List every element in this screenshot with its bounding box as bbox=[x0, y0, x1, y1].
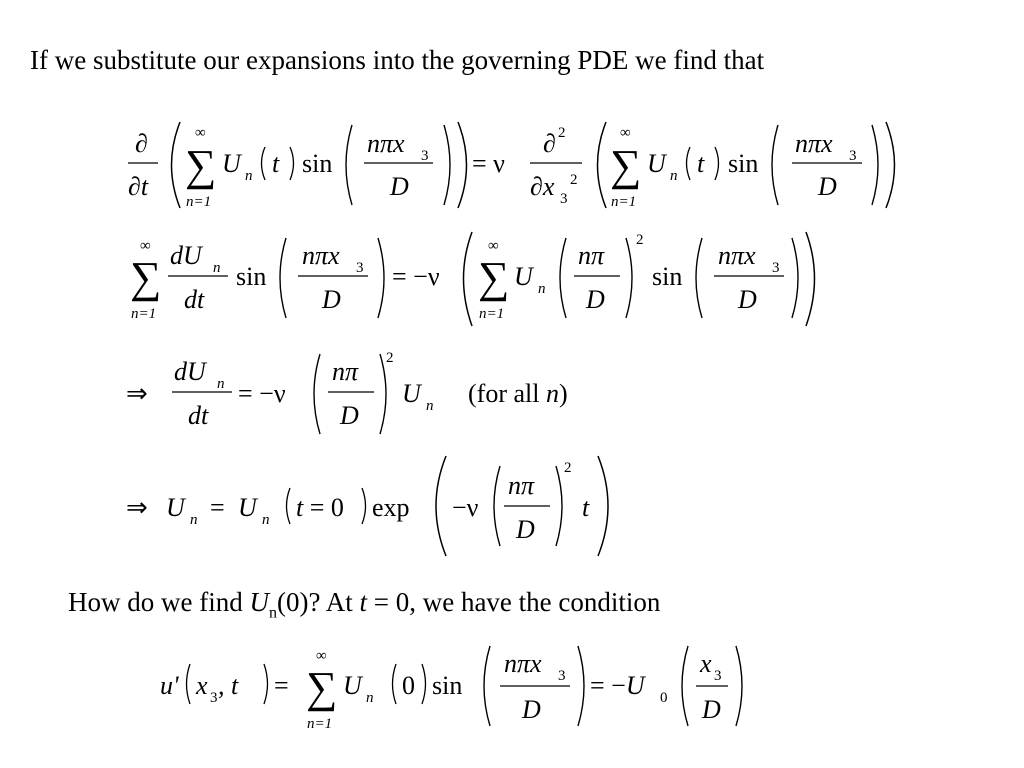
svg-text:n=1: n=1 bbox=[131, 306, 157, 322]
eq2-dU: dU bbox=[170, 241, 202, 270]
svg-text:=: = bbox=[210, 493, 225, 522]
svg-text:∑: ∑ bbox=[610, 141, 642, 190]
svg-text:t: t bbox=[697, 149, 705, 178]
eq1-frac-num: nπx bbox=[367, 129, 405, 158]
eq1-frac-den: D bbox=[390, 172, 409, 201]
eq1-U: U bbox=[222, 149, 241, 178]
svg-text:n=1: n=1 bbox=[307, 716, 333, 732]
svg-text:U: U bbox=[343, 671, 362, 700]
svg-text:sin: sin bbox=[728, 149, 759, 178]
svg-text:n: n bbox=[366, 690, 374, 706]
svg-text:D: D bbox=[516, 515, 535, 544]
eq1-paren-close bbox=[458, 122, 467, 208]
svg-text:∑: ∑ bbox=[478, 253, 510, 302]
svg-text:∞: ∞ bbox=[316, 648, 327, 664]
svg-text:nπx: nπx bbox=[795, 129, 833, 158]
svg-text:dt: dt bbox=[188, 401, 209, 430]
equation-2 bbox=[130, 232, 815, 326]
eq1-sin: sin bbox=[302, 149, 333, 178]
svg-text:nπ: nπ bbox=[508, 471, 535, 500]
svg-text:=: = bbox=[274, 671, 289, 700]
svg-text:∑: ∑ bbox=[130, 253, 162, 302]
svg-text:D: D bbox=[522, 695, 541, 724]
eq3-implies: ⇒ bbox=[126, 379, 148, 408]
svg-text:D: D bbox=[340, 401, 359, 430]
svg-text:x: x bbox=[196, 671, 208, 700]
svg-text:3: 3 bbox=[714, 668, 722, 684]
equation-3 bbox=[126, 350, 568, 434]
eq1-sum-bottom: n=1 bbox=[186, 194, 212, 210]
svg-text:sin: sin bbox=[432, 671, 463, 700]
eq4-exp: exp bbox=[372, 493, 410, 522]
svg-text:= −ν: = −ν bbox=[238, 379, 286, 408]
svg-text:n=1: n=1 bbox=[611, 194, 637, 210]
eq1-equals-nu: = ν bbox=[472, 149, 505, 178]
svg-text:D: D bbox=[738, 285, 757, 314]
svg-text:D: D bbox=[586, 285, 605, 314]
eq1-sum-sign: ∑ bbox=[185, 141, 217, 190]
eq1-partial2-sup: 2 bbox=[558, 125, 566, 141]
svg-text:3: 3 bbox=[558, 668, 566, 684]
svg-text:n: n bbox=[190, 512, 198, 528]
svg-text:U: U bbox=[647, 149, 666, 178]
eq1-sum-top: ∞ bbox=[195, 125, 206, 141]
svg-text:3: 3 bbox=[210, 690, 218, 706]
svg-text:U: U bbox=[166, 493, 185, 522]
condition-equation bbox=[160, 646, 742, 732]
svg-text:D: D bbox=[818, 172, 837, 201]
question-text: How do we find $U_n(0)$? At t = 0, we have the condition bbox=[68, 587, 661, 622]
eq1-partial2-den: ∂x bbox=[530, 172, 555, 201]
cond-eq-neg-U: = −U bbox=[590, 671, 645, 700]
eq4-t-eq-0: t = 0 bbox=[296, 493, 344, 522]
svg-text:U: U bbox=[514, 262, 533, 291]
svg-text:nπx: nπx bbox=[504, 649, 542, 678]
svg-text:, t: , t bbox=[218, 671, 239, 700]
svg-text:dU: dU bbox=[174, 357, 206, 386]
svg-text:nπx: nπx bbox=[718, 241, 756, 270]
eq2-npi: nπ bbox=[578, 241, 605, 270]
eq1-partial2-num: ∂ bbox=[543, 129, 556, 158]
svg-text:n: n bbox=[426, 398, 434, 414]
intro-text: If we substitute our expansions into the governing PDE we find that bbox=[30, 45, 765, 75]
svg-text:D: D bbox=[322, 285, 341, 314]
eq2-equals-neg-nu: = −ν bbox=[392, 262, 440, 291]
svg-text:∞: ∞ bbox=[140, 238, 151, 254]
svg-text:0: 0 bbox=[402, 671, 415, 700]
svg-text:x: x bbox=[700, 649, 712, 678]
svg-text:U: U bbox=[238, 493, 257, 522]
svg-text:n: n bbox=[538, 281, 546, 297]
eq3-for-all: (for all n) bbox=[468, 379, 568, 408]
svg-text:3: 3 bbox=[849, 148, 857, 164]
equation-4 bbox=[126, 456, 608, 556]
eq1-U-sub: n bbox=[245, 168, 253, 184]
eq1-partial2-den-sup: 2 bbox=[570, 172, 578, 188]
eq1-frac-num-sub: 3 bbox=[421, 148, 429, 164]
svg-text:3: 3 bbox=[356, 260, 364, 276]
svg-text:2: 2 bbox=[564, 460, 572, 476]
svg-text:2: 2 bbox=[386, 350, 394, 366]
svg-text:2: 2 bbox=[636, 232, 644, 248]
eq1-partial2-den-sub: 3 bbox=[560, 191, 568, 207]
svg-text:D: D bbox=[702, 695, 721, 724]
eq1-t: t bbox=[272, 149, 280, 178]
svg-text:n: n bbox=[213, 260, 221, 276]
svg-text:0: 0 bbox=[660, 690, 668, 706]
svg-text:n: n bbox=[670, 168, 678, 184]
svg-text:⇒: ⇒ bbox=[126, 493, 148, 522]
svg-text:∞: ∞ bbox=[488, 238, 499, 254]
svg-text:nπ: nπ bbox=[332, 357, 359, 386]
eq4-neg-nu: −ν bbox=[452, 493, 479, 522]
svg-text:sin: sin bbox=[236, 262, 267, 291]
svg-text:n=1: n=1 bbox=[479, 306, 505, 322]
svg-text:nπx: nπx bbox=[302, 241, 340, 270]
eq1-partial-den: ∂t bbox=[128, 172, 149, 201]
svg-text:t: t bbox=[582, 493, 590, 522]
svg-text:∞: ∞ bbox=[620, 125, 631, 141]
eq1-partial-num: ∂ bbox=[135, 129, 148, 158]
svg-text:∑: ∑ bbox=[306, 663, 338, 712]
svg-text:n: n bbox=[262, 512, 270, 528]
eq2-dt: dt bbox=[184, 285, 205, 314]
svg-text:3: 3 bbox=[772, 260, 780, 276]
svg-text:U: U bbox=[402, 379, 421, 408]
cond-u-prime: u' bbox=[160, 671, 179, 700]
eq1-paren-open bbox=[172, 122, 181, 208]
svg-text:n: n bbox=[217, 376, 225, 392]
svg-text:sin: sin bbox=[652, 262, 683, 291]
